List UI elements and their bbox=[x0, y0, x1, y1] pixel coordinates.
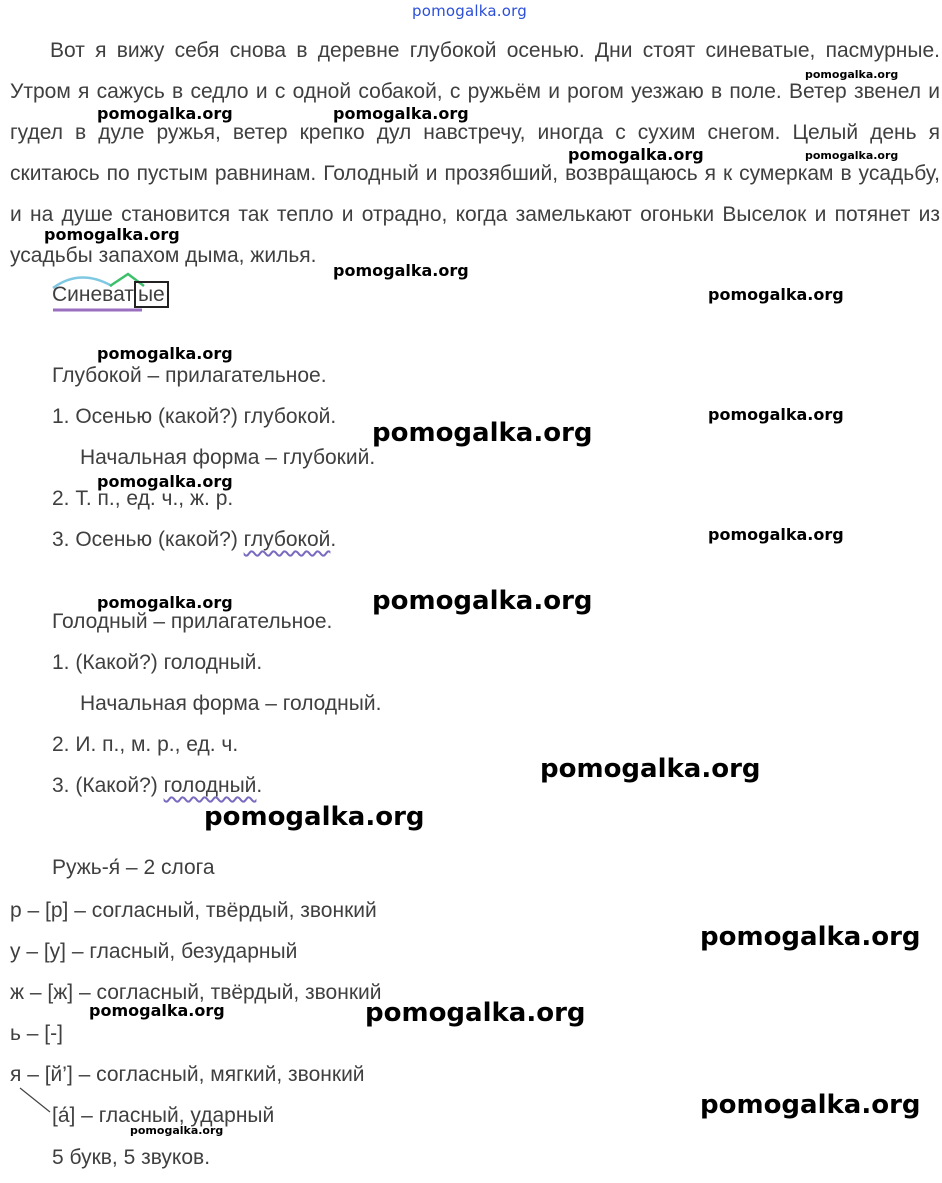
paragraph-text: Вот я вижу себя снова в деревне глубокой осенью. Дни стоят синеватые, пасмурные. Утром я сажусь в седло и с одной собакой, с ружьём и рогом уезжаю в поле. Ветер звенел и гудел в дуле ружья, ветер крепко дул навстречу, иногда с сухим снегом. Целый день я скитаюсь по пустым равнинам. Голодный и прозябший, возвращаюсь я к сумеркам в усадьбу, и на душе становится так тепло и отрадно, когда замелькают огоньки Выселок и потянет из усадьбы запахом дыма, жилья. bbox=[10, 39, 940, 267]
golodny-item3-suffix: . bbox=[256, 774, 263, 797]
watermark: pomogalka.org bbox=[805, 149, 899, 162]
morpheme-parse bbox=[50, 270, 190, 320]
golodny-item3-prefix: 3. (Какой?) bbox=[52, 774, 164, 797]
golodny-item1: 1. (Какой?) голодный. bbox=[52, 651, 263, 674]
watermark: pomogalka.org bbox=[333, 104, 469, 123]
glubokoy-item3-word: глубокой bbox=[243, 528, 331, 551]
watermark: pomogalka.org bbox=[708, 525, 844, 544]
phonetics-row: ь – [-] bbox=[10, 1022, 63, 1045]
phonetics-row: у – [у] – гласный, безударный bbox=[10, 940, 298, 963]
golodny-item3-word: голодный bbox=[163, 774, 257, 797]
phonetics-row: р – [р] – согласный, твёрдый, звонкий bbox=[10, 899, 377, 922]
golodny-heading: Голодный – прилагательное. bbox=[52, 610, 333, 633]
phonetics-row: [а́] – гласный, ударный bbox=[52, 1104, 275, 1127]
phonetics-row: я – [й’] – согласный, мягкий, звонкий bbox=[10, 1063, 365, 1086]
watermark: pomogalka.org bbox=[97, 593, 233, 612]
watermark: pomogalka.org bbox=[130, 1124, 224, 1137]
watermark: pomogalka.org bbox=[204, 802, 425, 832]
watermark: pomogalka.org bbox=[700, 1090, 921, 1120]
phonetics-summary: 5 букв, 5 звуков. bbox=[52, 1146, 211, 1169]
watermark-top: pomogalka.org bbox=[412, 2, 527, 20]
golodny-item2: 2. И. п., м. р., ед. ч. bbox=[52, 733, 239, 756]
glubokoy-initial-form: Начальная форма – глубокий. bbox=[80, 446, 376, 469]
phonetics-row: ж – [ж] – согласный, твёрдый, звонкий bbox=[10, 981, 382, 1004]
watermark: pomogalka.org bbox=[44, 225, 180, 244]
watermark: pomogalka.org bbox=[805, 68, 899, 81]
watermark: pomogalka.org bbox=[372, 586, 593, 616]
watermark: pomogalka.org bbox=[97, 472, 233, 491]
parsed-word bbox=[52, 283, 169, 307]
glubokoy-heading: Глубокой – прилагательное. bbox=[52, 364, 327, 387]
glubokoy-item3-suffix: . bbox=[330, 528, 337, 551]
glubokoy-item1: 1. Осенью (какой?) глубокой. bbox=[52, 405, 337, 428]
watermark: pomogalka.org bbox=[540, 754, 761, 784]
watermark: pomogalka.org bbox=[365, 998, 586, 1028]
watermark: pomogalka.org bbox=[708, 285, 844, 304]
word-ending: ые bbox=[134, 281, 169, 308]
golodny-item3 bbox=[52, 774, 262, 798]
word-stem: Синеват bbox=[52, 283, 134, 306]
glubokoy-item2: 2. Т. п., ед. ч., ж. р. bbox=[52, 487, 234, 510]
phonetics-heading: Ружь-я́ – 2 слога bbox=[52, 856, 215, 879]
watermark: pomogalka.org bbox=[700, 922, 921, 952]
watermark: pomogalka.org bbox=[97, 104, 233, 123]
watermark: pomogalka.org bbox=[568, 145, 704, 164]
golodny-initial-form: Начальная форма – голодный. bbox=[80, 692, 382, 715]
watermark: pomogalka.org bbox=[708, 405, 844, 424]
glubokoy-item3 bbox=[52, 528, 336, 552]
watermark: pomogalka.org bbox=[333, 261, 469, 280]
watermark: pomogalka.org bbox=[89, 1001, 225, 1020]
glubokoy-item3-prefix: 3. Осенью (какой?) bbox=[52, 528, 244, 551]
watermark: pomogalka.org bbox=[97, 344, 233, 363]
watermark: pomogalka.org bbox=[372, 418, 593, 448]
